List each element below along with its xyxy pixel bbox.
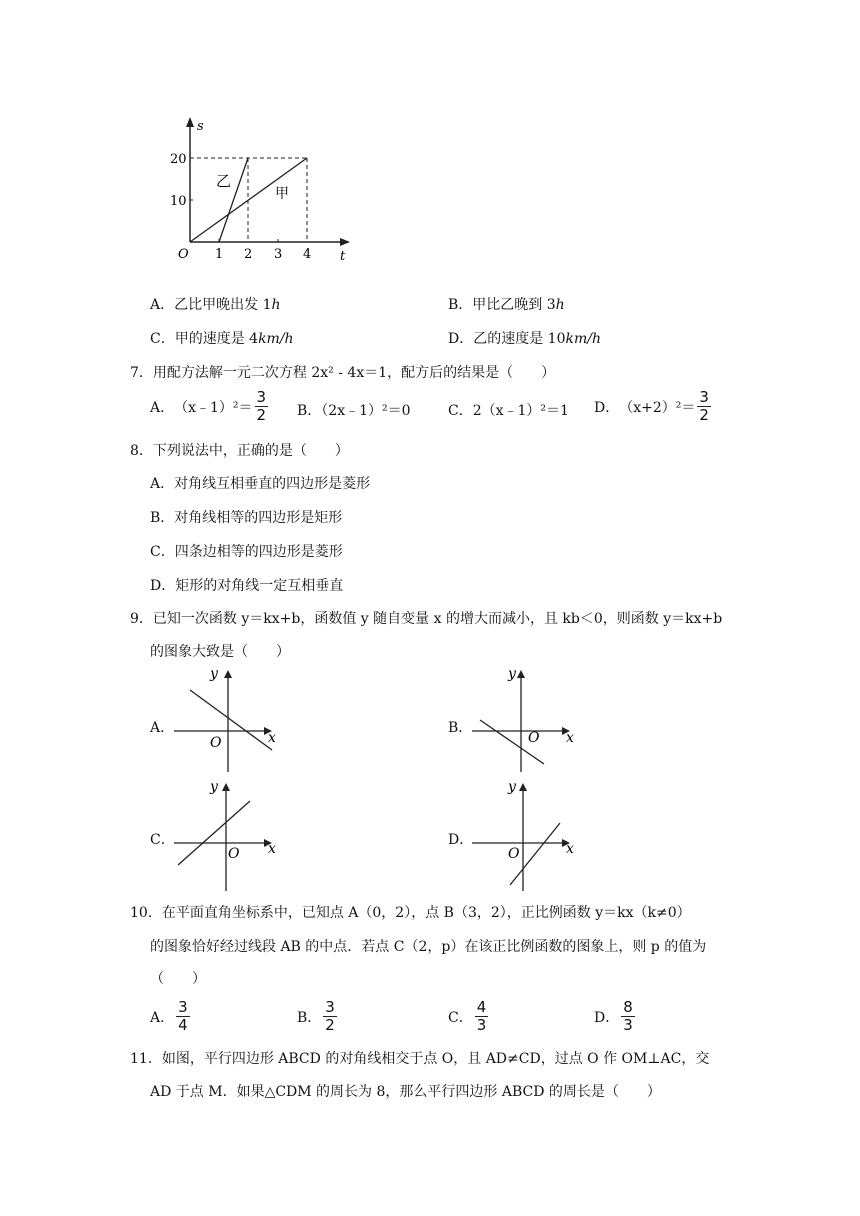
svg-text:O: O bbox=[210, 735, 222, 751]
label-yi: 乙 bbox=[216, 172, 232, 190]
y-tick-10: 10 bbox=[170, 194, 187, 209]
q9-graph-c bbox=[168, 773, 288, 893]
q7-stem: 7．用配方法解一元二次方程 2x² ‑ 4x＝1，配方后的结果是（ ） bbox=[130, 365, 556, 381]
svg-text:y: y bbox=[210, 779, 218, 795]
label-jia: 甲 bbox=[275, 186, 289, 202]
q10-stem-line1: 10．在平面直角坐标系中，已知点 A（0，2），点 B（3，2），正比例函数 y＝kx（k≠0） bbox=[130, 905, 691, 921]
q9-stem-line2: 的图象大致是（ ） bbox=[150, 644, 290, 660]
q6-option-c: C．甲的速度是 4km/h bbox=[150, 331, 294, 347]
q11-stem-line1: 11．如图，平行四边形 ABCD 的对角线相交于点 O，且 AD≠CD，过点 O 作 OM⊥AC，交 bbox=[130, 1051, 710, 1067]
svg-text:x: x bbox=[566, 730, 574, 746]
q10-option-b: B． $\frac{3}{2}$ bbox=[297, 998, 335, 1034]
q6-option-d: D．乙的速度是 10km/h bbox=[448, 331, 601, 347]
q8-stem: 8．下列说法中，正确的是（ ） bbox=[130, 443, 349, 459]
q7-option-d: D． （x+2）²＝ $\frac{3}{2}$ bbox=[594, 388, 709, 424]
q7-option-a: A． （x﹣1）²＝ $\frac{3}{2}$ bbox=[150, 388, 267, 424]
x-tick-1: 1 bbox=[215, 247, 224, 262]
q9-graph-b bbox=[466, 660, 586, 775]
q7-option-b: B．（2x﹣1）²＝0 bbox=[297, 403, 411, 419]
q9-graph-d bbox=[466, 773, 586, 893]
svg-text:y: y bbox=[508, 666, 516, 682]
q6-option-a: A．乙比甲晚出发 1h bbox=[150, 297, 281, 313]
q7-option-c: C．2（x﹣1）²＝1 bbox=[448, 403, 569, 419]
q10-option-d: D． $\frac{8}{3}$ bbox=[594, 998, 633, 1034]
q9-option-b-letter: B． bbox=[448, 720, 473, 736]
q10-stem-line3: （ ） bbox=[150, 971, 206, 987]
q9-option-c-letter: C． bbox=[150, 832, 175, 848]
svg-text:O: O bbox=[228, 846, 240, 862]
origin-label: O bbox=[178, 247, 189, 262]
svg-text:x: x bbox=[566, 841, 574, 857]
svg-text:O: O bbox=[528, 730, 540, 746]
q10-stem-line2: 的图象恰好经过线段 AB 的中点．若点 C（2，p）在该正比例函数的图象上，则 p 的值为 bbox=[150, 939, 707, 955]
q11-stem-line2: AD 于点 M．如果△CDM 的周长为 8，那么平行四边形 ABCD 的周长是（ ） bbox=[150, 1084, 661, 1100]
q6-distance-time-graph bbox=[140, 112, 370, 272]
svg-text:x: x bbox=[268, 730, 276, 746]
x-tick-4: 4 bbox=[303, 247, 312, 262]
line-yi bbox=[219, 158, 248, 242]
q9-stem-line1: 9．已知一次函数 y＝kx+b，函数值 y 随自变量 x 的增大而减小，且 kb＜0，则函数 y＝kx+b bbox=[130, 611, 723, 627]
q8-option-a: A．对角线互相垂直的四边形是菱形 bbox=[150, 476, 371, 492]
q8-option-c: C．四条边相等的四边形是菱形 bbox=[150, 544, 343, 560]
y-axis-label: s bbox=[197, 119, 204, 134]
q9-graph-a bbox=[168, 660, 288, 775]
x-tick-2: 2 bbox=[244, 247, 253, 262]
x-tick-3: 3 bbox=[274, 247, 283, 262]
q9-option-d-letter: D． bbox=[448, 832, 474, 848]
q6-option-b: B．甲比乙晚到 3h bbox=[448, 297, 565, 313]
y-tick-20: 20 bbox=[170, 152, 187, 167]
x-axis-label: t bbox=[340, 249, 346, 264]
q10-option-a: A． $\frac{3}{4}$ bbox=[150, 998, 188, 1034]
svg-text:x: x bbox=[268, 841, 276, 857]
q9-option-a-letter: A． bbox=[150, 720, 175, 736]
svg-text:y: y bbox=[508, 779, 516, 795]
q8-option-b: B．对角线相等的四边形是矩形 bbox=[150, 510, 343, 526]
svg-text:y: y bbox=[210, 666, 218, 682]
svg-text:O: O bbox=[508, 846, 520, 862]
q10-option-c: C． $\frac{4}{3}$ bbox=[448, 998, 487, 1034]
q8-option-d: D．矩形的对角线一定互相垂直 bbox=[150, 578, 344, 594]
